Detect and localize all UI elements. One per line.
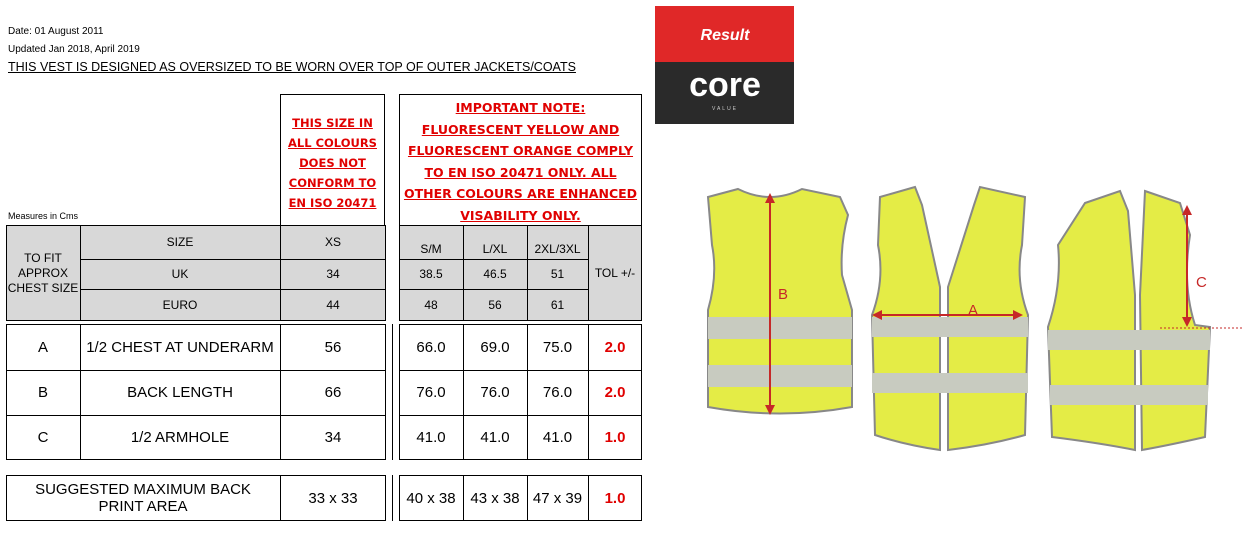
xs-conformity-note: THIS SIZE IN ALL COLOURS DOES NOT CONFORM TO EN ISO 20471 xyxy=(280,94,385,226)
label-a: A xyxy=(968,302,979,319)
uk-lxl: 46.5 xyxy=(483,267,507,281)
print-tol: 1.0 xyxy=(604,489,626,507)
tol-label: TOL +/- xyxy=(594,266,636,280)
important-note xyxy=(399,94,642,226)
print-lxl: 43 x 38 xyxy=(470,489,520,507)
updated-text: Updated Jan 2018, April 2019 xyxy=(8,44,140,55)
row-b-lxl: 76.0 xyxy=(480,384,510,401)
row-a-2xl3xl: 75.0 xyxy=(542,338,573,356)
size-sm: S/M xyxy=(420,242,442,256)
row-b-2xl3xl: 76.0 xyxy=(542,384,573,401)
logo-sub: VALUE xyxy=(711,106,739,112)
row-c-xs: 34 xyxy=(324,429,342,446)
uk-label: UK xyxy=(171,267,189,281)
label-c: C xyxy=(1196,274,1207,291)
row-a-tol: 2.0 xyxy=(604,338,626,356)
euro-lxl: 56 xyxy=(488,298,502,312)
row-c-2xl3xl: 41.0 xyxy=(542,429,573,446)
fit-label: TO FIT APPROX CHEST SIZE xyxy=(7,250,79,295)
uk-sm: 38.5 xyxy=(419,267,443,281)
size-label: SIZE xyxy=(166,235,194,249)
row-a-xs: 56 xyxy=(324,338,342,356)
print-xs: 33 x 33 xyxy=(308,489,358,507)
size-xs: XS xyxy=(324,235,341,249)
size-lxl: L/XL xyxy=(482,242,508,256)
uk-2xl3xl: 51 xyxy=(550,267,565,281)
row-a-sm: 66.0 xyxy=(416,338,446,356)
vest-back xyxy=(708,189,852,415)
measures-label: Measures in Cms xyxy=(8,211,79,221)
size-2xl3xl: 2XL/3XL xyxy=(534,242,581,256)
euro-2xl3xl: 61 xyxy=(550,298,565,312)
date-text: Date: 01 August 2011 xyxy=(8,26,104,37)
important-note-title: IMPORTANT NOTE: xyxy=(455,100,586,115)
logo-brand: Result xyxy=(700,27,750,44)
row-c-code: C xyxy=(37,429,49,446)
print-area-label: SUGGESTED MAXIMUM BACK PRINT AREA xyxy=(35,481,251,515)
row-b-code: B xyxy=(37,384,48,401)
row-b-xs: 66 xyxy=(324,384,342,401)
row-c-sm: 41.0 xyxy=(416,429,446,446)
euro-label: EURO xyxy=(162,298,198,312)
logo-line: core xyxy=(689,66,761,104)
important-note-text: FLUORESCENT YELLOW AND FLUORESCENT ORANGE COMPLY TO EN ISO 20471 ONLY. ALL OTHER COLOURS ARE ENHANCED VISABILITY ONLY. xyxy=(403,121,638,223)
row-b-sm: 76.0 xyxy=(416,384,446,401)
euro-sm: 48 xyxy=(424,298,438,312)
print-2xl3xl: 47 x 39 xyxy=(532,489,583,507)
row-a-label: 1/2 CHEST AT UNDERARM xyxy=(86,338,274,356)
vest-diagram xyxy=(690,175,1250,465)
euro-xs: 44 xyxy=(326,298,340,312)
vest-front xyxy=(872,187,1028,450)
row-c-lxl: 41.0 xyxy=(480,429,510,446)
row-a-code: A xyxy=(37,338,48,356)
row-b-tol: 2.0 xyxy=(604,384,626,401)
row-b-label: BACK LENGTH xyxy=(127,384,233,401)
row-c-tol: 1.0 xyxy=(604,429,626,446)
oversize-note: THIS VEST IS DESIGNED AS OVERSIZED TO BE WORN OVER TOP OF OUTER JACKETS/COATS xyxy=(8,60,576,74)
result-core-logo xyxy=(655,6,794,124)
vest-side xyxy=(1048,191,1242,450)
row-c-label: 1/2 ARMHOLE xyxy=(130,429,230,446)
print-sm: 40 x 38 xyxy=(406,489,456,507)
label-b: B xyxy=(778,286,789,303)
row-a-lxl: 69.0 xyxy=(480,338,510,356)
uk-xs: 34 xyxy=(326,267,340,281)
